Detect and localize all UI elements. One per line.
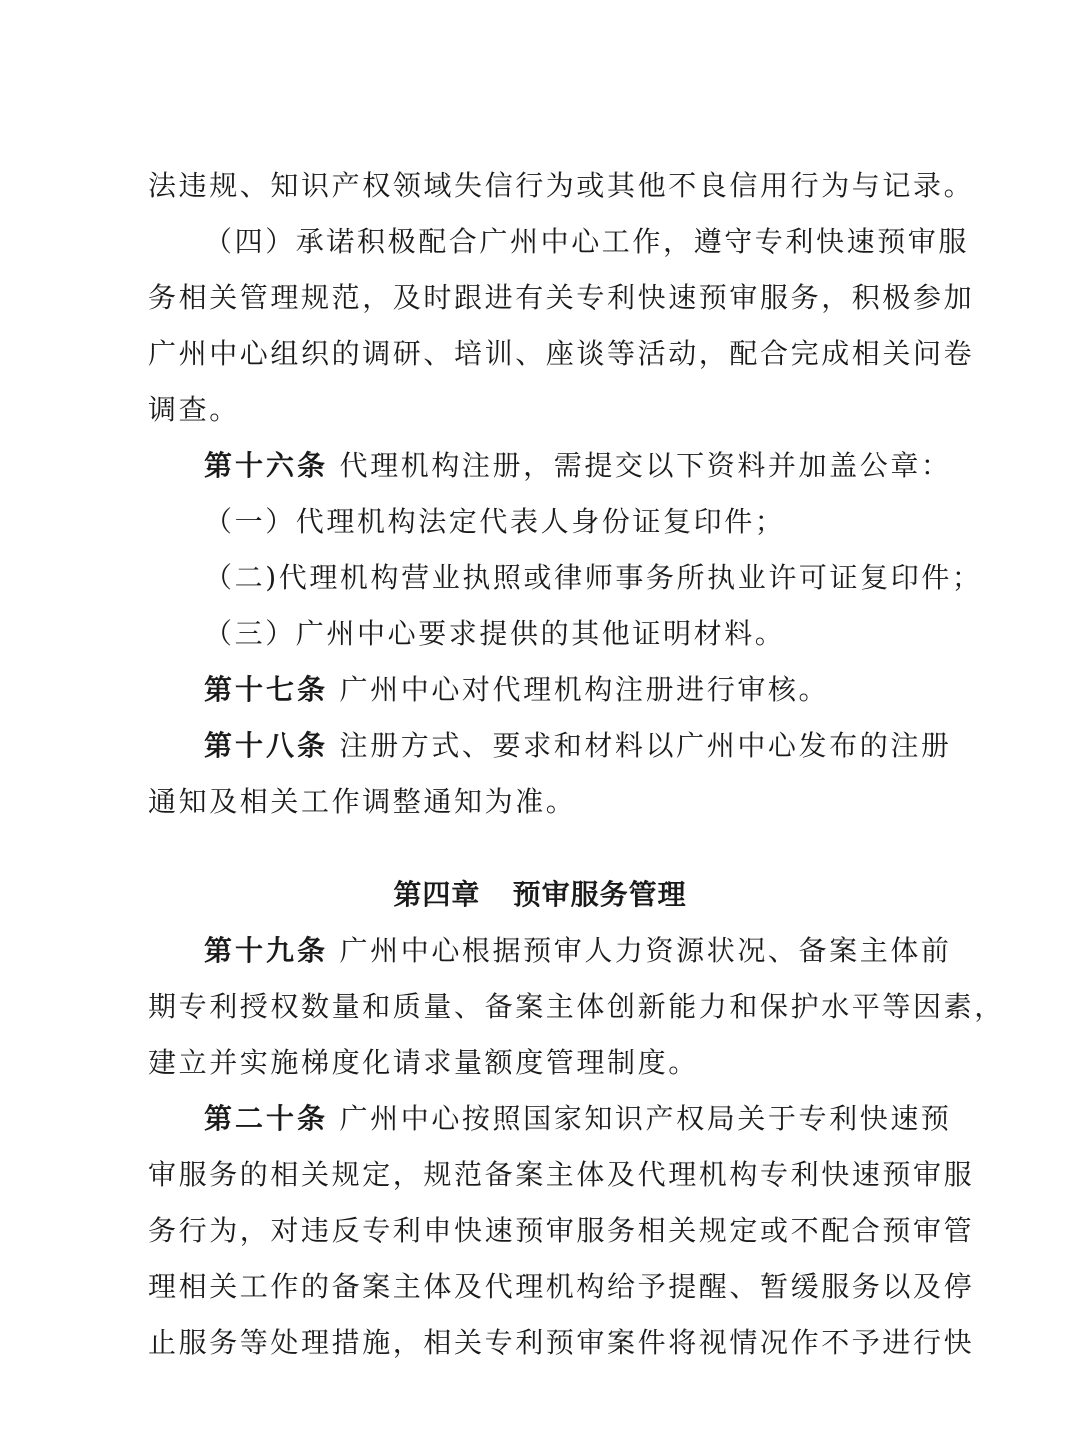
article-text: 广州中心对代理机构注册进行审核。 <box>339 673 830 706</box>
article-text: 广州中心按照国家知识产权局关于专利快速预 <box>339 1102 952 1135</box>
article-19 <box>204 931 952 971</box>
article-18 <box>204 726 952 766</box>
list-item: （一）代理机构法定代表人身份证复印件； <box>204 505 786 538</box>
article-text: 代理机构注册，需提交以下资料并加盖公章： <box>339 449 952 482</box>
article-text: 广州中心根据预审人力资源状况、备案主体前 <box>339 934 952 967</box>
paragraph-line: 期专利授权数量和质量、备案主体创新能力和保护水平等因素， <box>148 990 1005 1023</box>
article-number: 第二十条 <box>204 1102 329 1135</box>
paragraph-line: 理相关工作的备案主体及代理机构给予提醒、暂缓服务以及停 <box>148 1270 975 1303</box>
paragraph-line: 调查。 <box>148 393 240 426</box>
paragraph-line: （四）承诺积极配合广州中心工作，遵守专利快速预审服 <box>204 225 970 258</box>
article-16 <box>204 446 952 486</box>
paragraph-line: 审服务的相关规定，规范备案主体及代理机构专利快速预审服 <box>148 1158 975 1191</box>
paragraph-line: 务相关管理规范，及时跟进有关专利快速预审服务，积极参加 <box>148 281 975 314</box>
article-number: 第十七条 <box>204 673 329 706</box>
paragraph-line: 务行为，对违反专利申快速预审服务相关规定或不配合预审管 <box>148 1214 975 1247</box>
paragraph-line: 通知及相关工作调整通知为准。 <box>148 785 577 818</box>
article-20 <box>204 1099 952 1139</box>
article-text: 注册方式、要求和材料以广州中心发布的注册 <box>339 729 952 762</box>
list-item: （三）广州中心要求提供的其他证明材料。 <box>204 617 786 650</box>
paragraph-line: 建立并实施梯度化请求量额度管理制度。 <box>148 1046 699 1079</box>
article-number: 第十九条 <box>204 934 329 967</box>
article-number: 第十八条 <box>204 729 329 762</box>
list-item: （二)代理机构营业执照或律师事务所执业许可证复印件； <box>204 561 983 594</box>
paragraph-line: 广州中心组织的调研、培训、座谈等活动，配合完成相关问卷 <box>148 337 975 370</box>
chapter-heading: 第四章 预审服务管理 <box>393 878 687 911</box>
article-number: 第十六条 <box>204 449 329 482</box>
paragraph-line: 止服务等处理措施，相关专利预审案件将视情况作不予进行快 <box>148 1326 975 1359</box>
article-17 <box>204 670 928 710</box>
paragraph-line: 法违规、知识产权领域失信行为或其他不良信用行为与记录。 <box>148 169 975 202</box>
